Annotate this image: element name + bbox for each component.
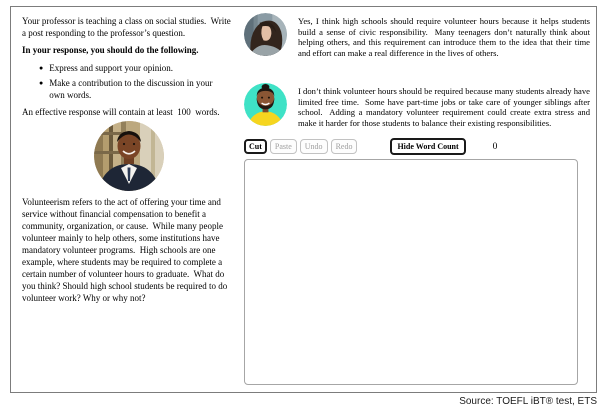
directions-heading: In your response, you should do the following. bbox=[22, 45, 199, 55]
direction-item-text: Make a contribution to the discussion in your own words. bbox=[49, 78, 215, 100]
direction-item-text: Express and support your opinion. bbox=[49, 63, 173, 73]
instructions-panel bbox=[22, 15, 235, 304]
essay-textarea[interactable] bbox=[244, 159, 578, 385]
list-item bbox=[39, 77, 235, 101]
source-attribution: Source: TOEFL iBT® test, ETS bbox=[459, 396, 597, 407]
list-item bbox=[39, 62, 235, 74]
word-count-value: 0 bbox=[492, 141, 498, 152]
task-intro-text: Your professor is teaching a class on social studies. Write a post responding to the professor’s question. bbox=[22, 16, 234, 38]
hide-word-count-button[interactable]: Hide Word Count bbox=[390, 138, 465, 155]
paste-button[interactable]: Paste bbox=[270, 139, 297, 154]
directions-list bbox=[39, 62, 235, 101]
bullet-icon: ● bbox=[39, 64, 44, 72]
discussion-and-editor-panel bbox=[244, 7, 592, 394]
editor-toolbar bbox=[244, 138, 590, 155]
student-response-text: I don’t think volunteer hours should be required because many students already have limited free time. Some have part-time jobs or take care of younger siblings after school. Adding a mandatory volunteer requirement could create extra stress and make it harder for those students to balance their existing responsibilities. bbox=[298, 86, 593, 128]
bullet-icon: ● bbox=[39, 79, 44, 87]
undo-button[interactable]: Undo bbox=[300, 139, 328, 154]
professor-prompt-text: Volunteerism refers to the act of offering your time and service without financial compensation to benefit a community, organization, or cause. While many people volunteer mainly to help others, some institutions have mandatory volunteer programs. High schools are one example, where students may be required to complete a certain number of volunteer hours to graduate. What do you think? Should high school students be required to do volunteer work? Why or why not? bbox=[22, 197, 230, 303]
student-response-2 bbox=[244, 83, 593, 137]
task-panel bbox=[10, 6, 597, 393]
word-minimum-note: An effective response will contain at least 100 words. bbox=[22, 107, 220, 117]
redo-button[interactable]: Redo bbox=[331, 139, 358, 154]
male-student-avatar bbox=[244, 83, 287, 126]
female-student-avatar bbox=[244, 13, 287, 56]
student-response-1 bbox=[244, 13, 593, 67]
professor-avatar bbox=[94, 121, 164, 191]
student-response-text: Yes, I think high schools should require volunteer hours because it helps students build a sense of civic responsibility. Many teenagers don’t naturally think about helping others, and this requirement can introduce them to the idea that their time and effort can make a real difference in the lives of others. bbox=[298, 16, 593, 58]
cut-button[interactable]: Cut bbox=[244, 139, 267, 154]
